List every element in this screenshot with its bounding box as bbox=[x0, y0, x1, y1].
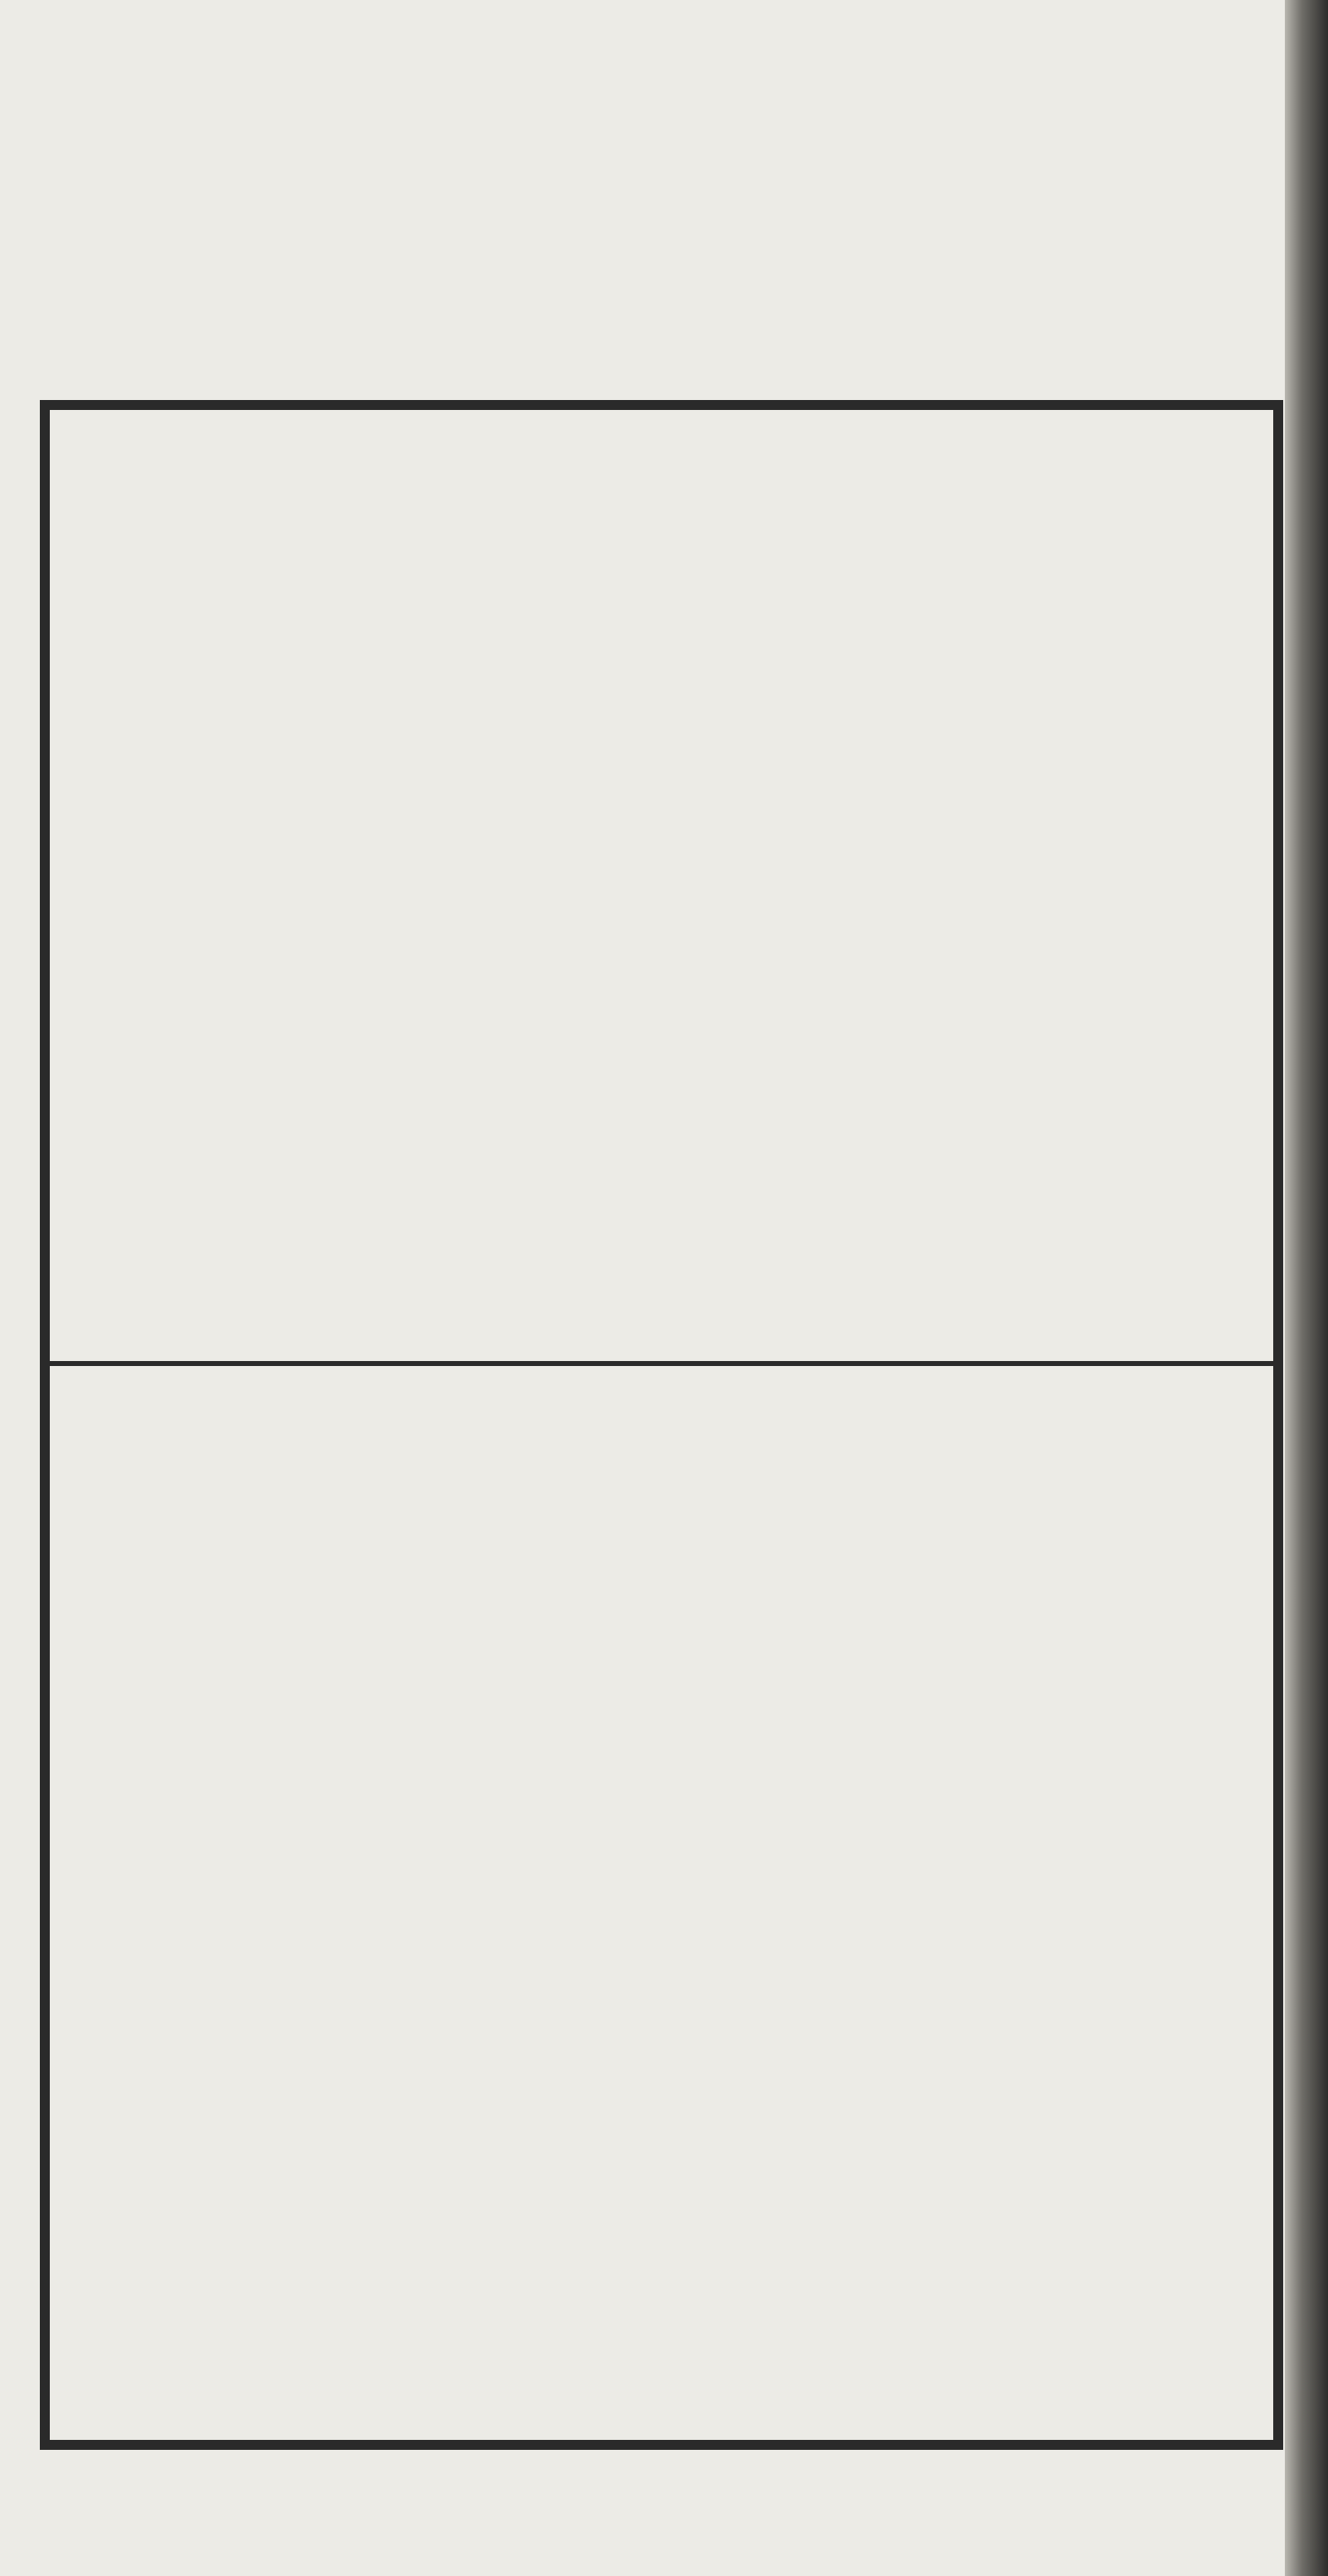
section-divider bbox=[50, 1361, 1273, 1366]
page-frame bbox=[40, 400, 1283, 2450]
book-spine bbox=[1285, 0, 1328, 2576]
